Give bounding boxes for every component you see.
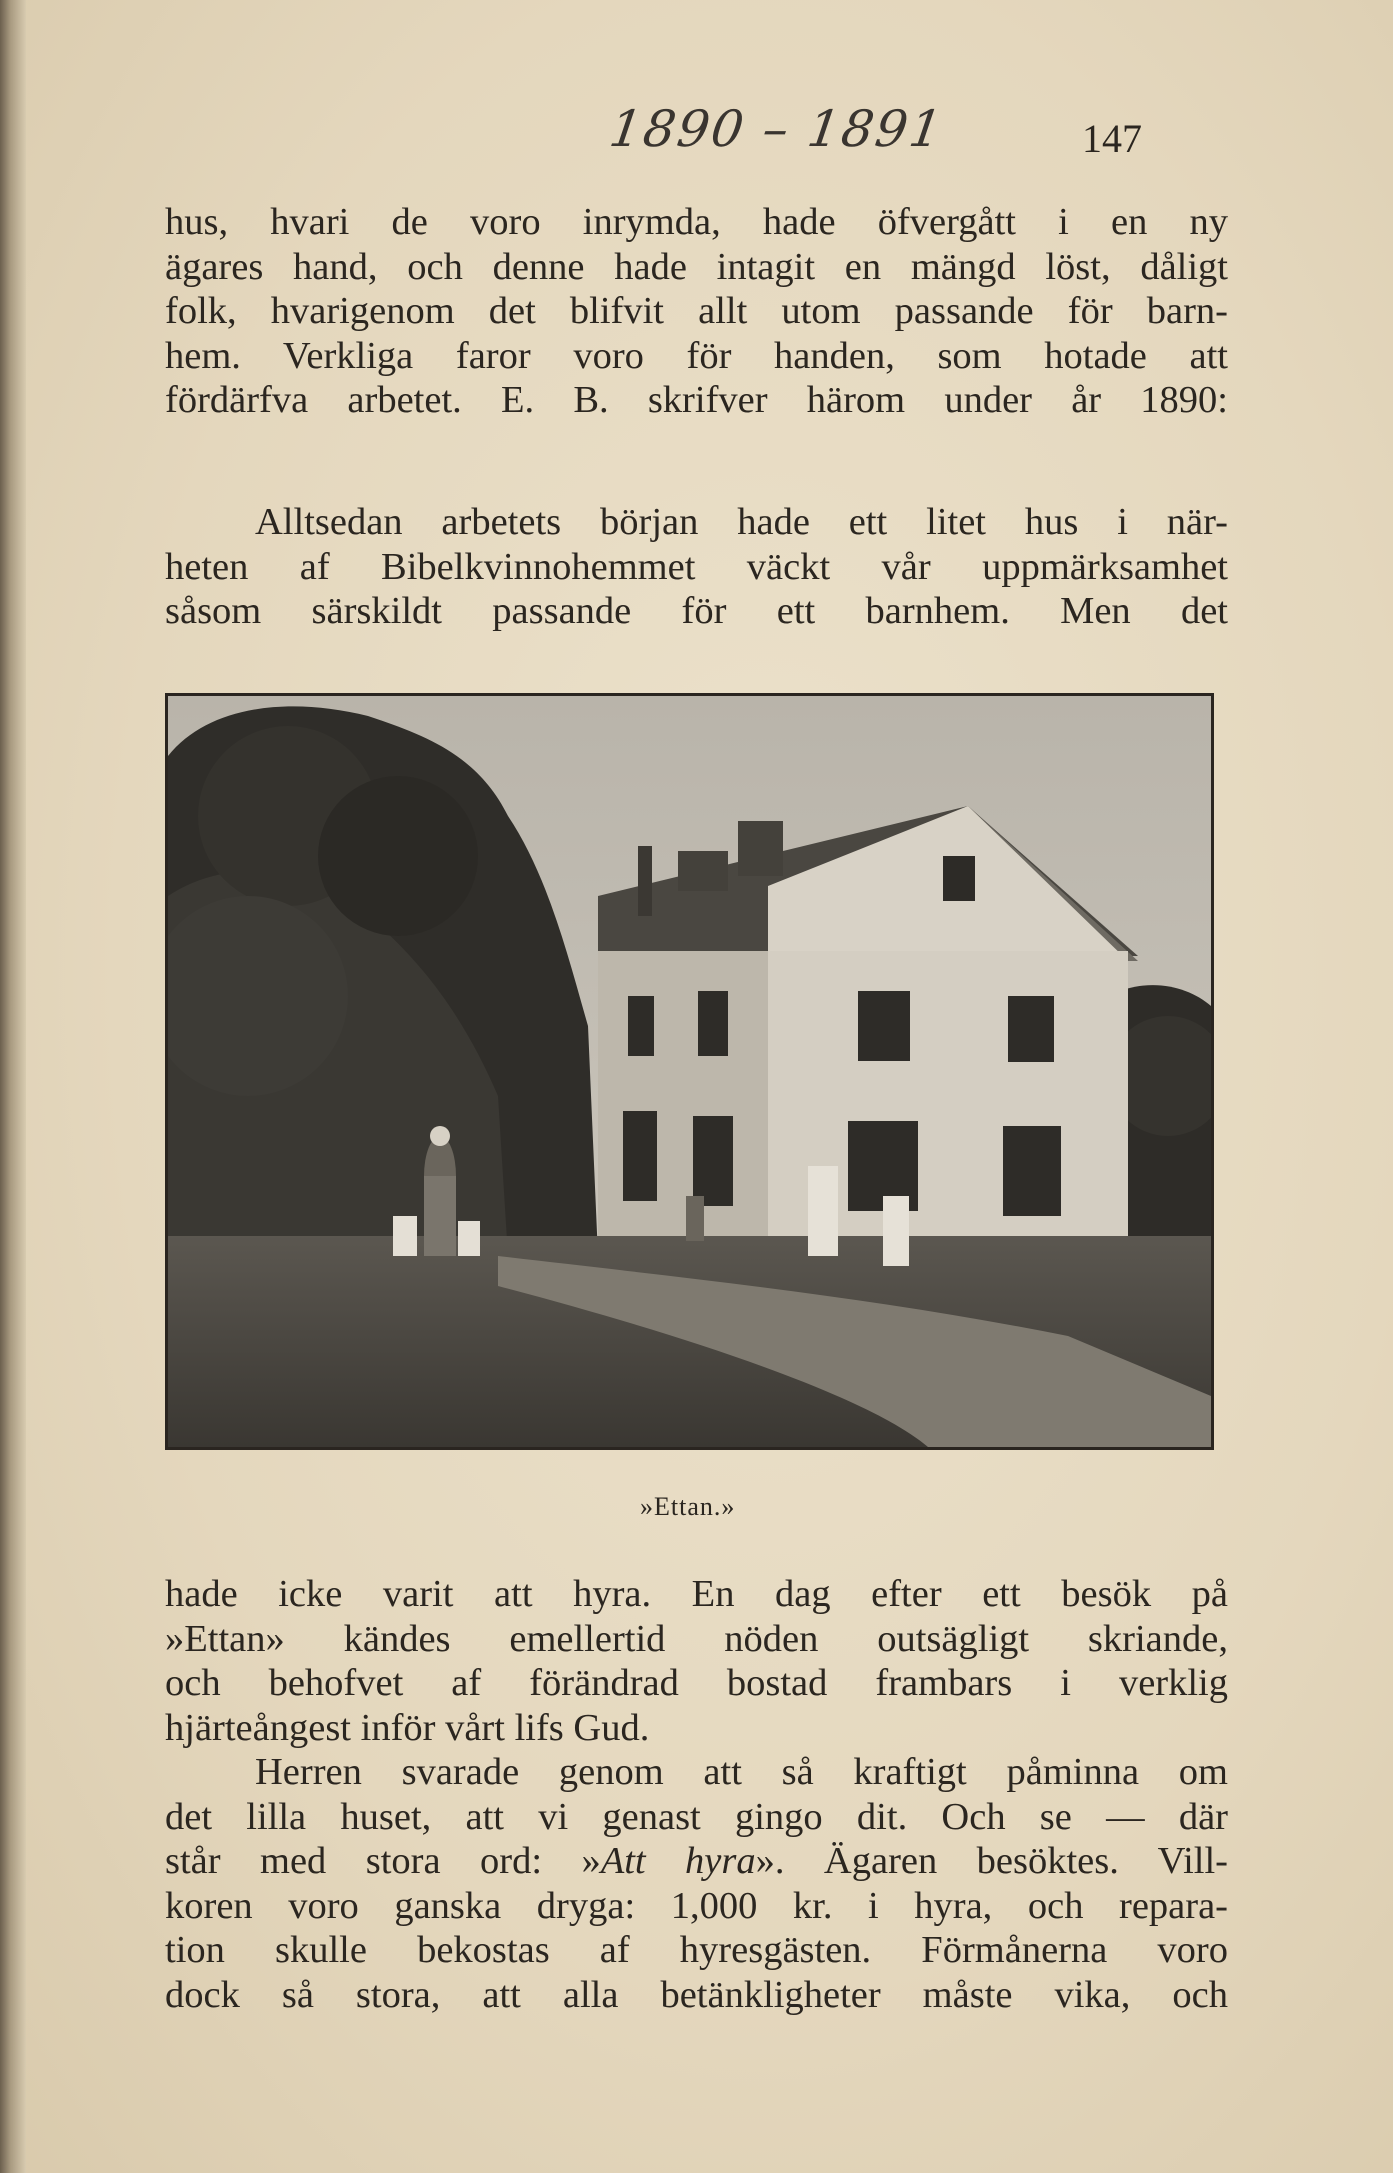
text-line: Alltsedan arbetets början hade ett litet hus i när- xyxy=(255,501,1228,543)
figure-caption: »Ettan.» xyxy=(640,1492,736,1521)
text-line: folk, hvarigenom det blifvit allt utom passande för barn- xyxy=(165,290,1228,332)
paragraph-continuation xyxy=(165,1572,1228,2017)
paragraph-intro xyxy=(165,200,1228,423)
text-line-with-italic xyxy=(165,1839,1228,1884)
text-line: och behofvet af förändrad bostad frambars i verklig xyxy=(165,1662,1228,1704)
text-line: det lilla huset, att vi genast gingo dit. Och se — där xyxy=(165,1795,1228,1838)
paragraph-quote xyxy=(165,500,1228,634)
text-line: fördärfva arbetet. E. B. skrifver härom under år 1890: xyxy=(165,379,1228,421)
book-spine-shadow xyxy=(0,0,26,2173)
text-line: dock så stora, att alla betänkligheter måste vika, och xyxy=(165,1973,1228,2016)
text-line: hade icke varit att hyra. En dag efter ett besök på xyxy=(165,1573,1228,1615)
page-number: 147 xyxy=(1082,116,1142,161)
text-fragment: står med stora ord: » xyxy=(165,1840,601,1882)
house-photo-illustration xyxy=(168,696,1211,1447)
text-line: »Ettan» kändes emellertid nöden outsägligt skriande, xyxy=(165,1617,1228,1660)
text-line: såsom särskildt passande för ett barnhem. Men det xyxy=(165,590,1228,632)
text-line: Herren svarade genom att så kraftigt påminna om xyxy=(255,1751,1228,1793)
text-line: hjärteångest inför vårt lifs Gud. xyxy=(165,1706,650,1749)
text-fragment: ». Ägaren besöktes. Vill- xyxy=(755,1840,1229,1882)
text-line: tion skulle bekostas af hyresgästen. Förmånerna voro xyxy=(165,1929,1228,1971)
text-line: koren voro ganska dryga: 1,000 kr. i hyra, och repara- xyxy=(165,1884,1228,1927)
text-line: hem. Verkliga faror voro för handen, som hotade att xyxy=(165,334,1228,377)
text-line: hus, hvari de voro inrymda, hade öfvergått i en ny xyxy=(165,201,1228,243)
text-line: heten af Bibelkvinnohemmet väckt vår uppmärksamhet xyxy=(165,545,1228,588)
italic-phrase: Att hyra xyxy=(600,1840,756,1882)
text-line: ägares hand, och denne hade intagit en mängd löst, dåligt xyxy=(165,245,1228,288)
house-photograph xyxy=(165,693,1214,1450)
handwritten-year-annotation: 1890 – 1891 xyxy=(605,100,948,158)
